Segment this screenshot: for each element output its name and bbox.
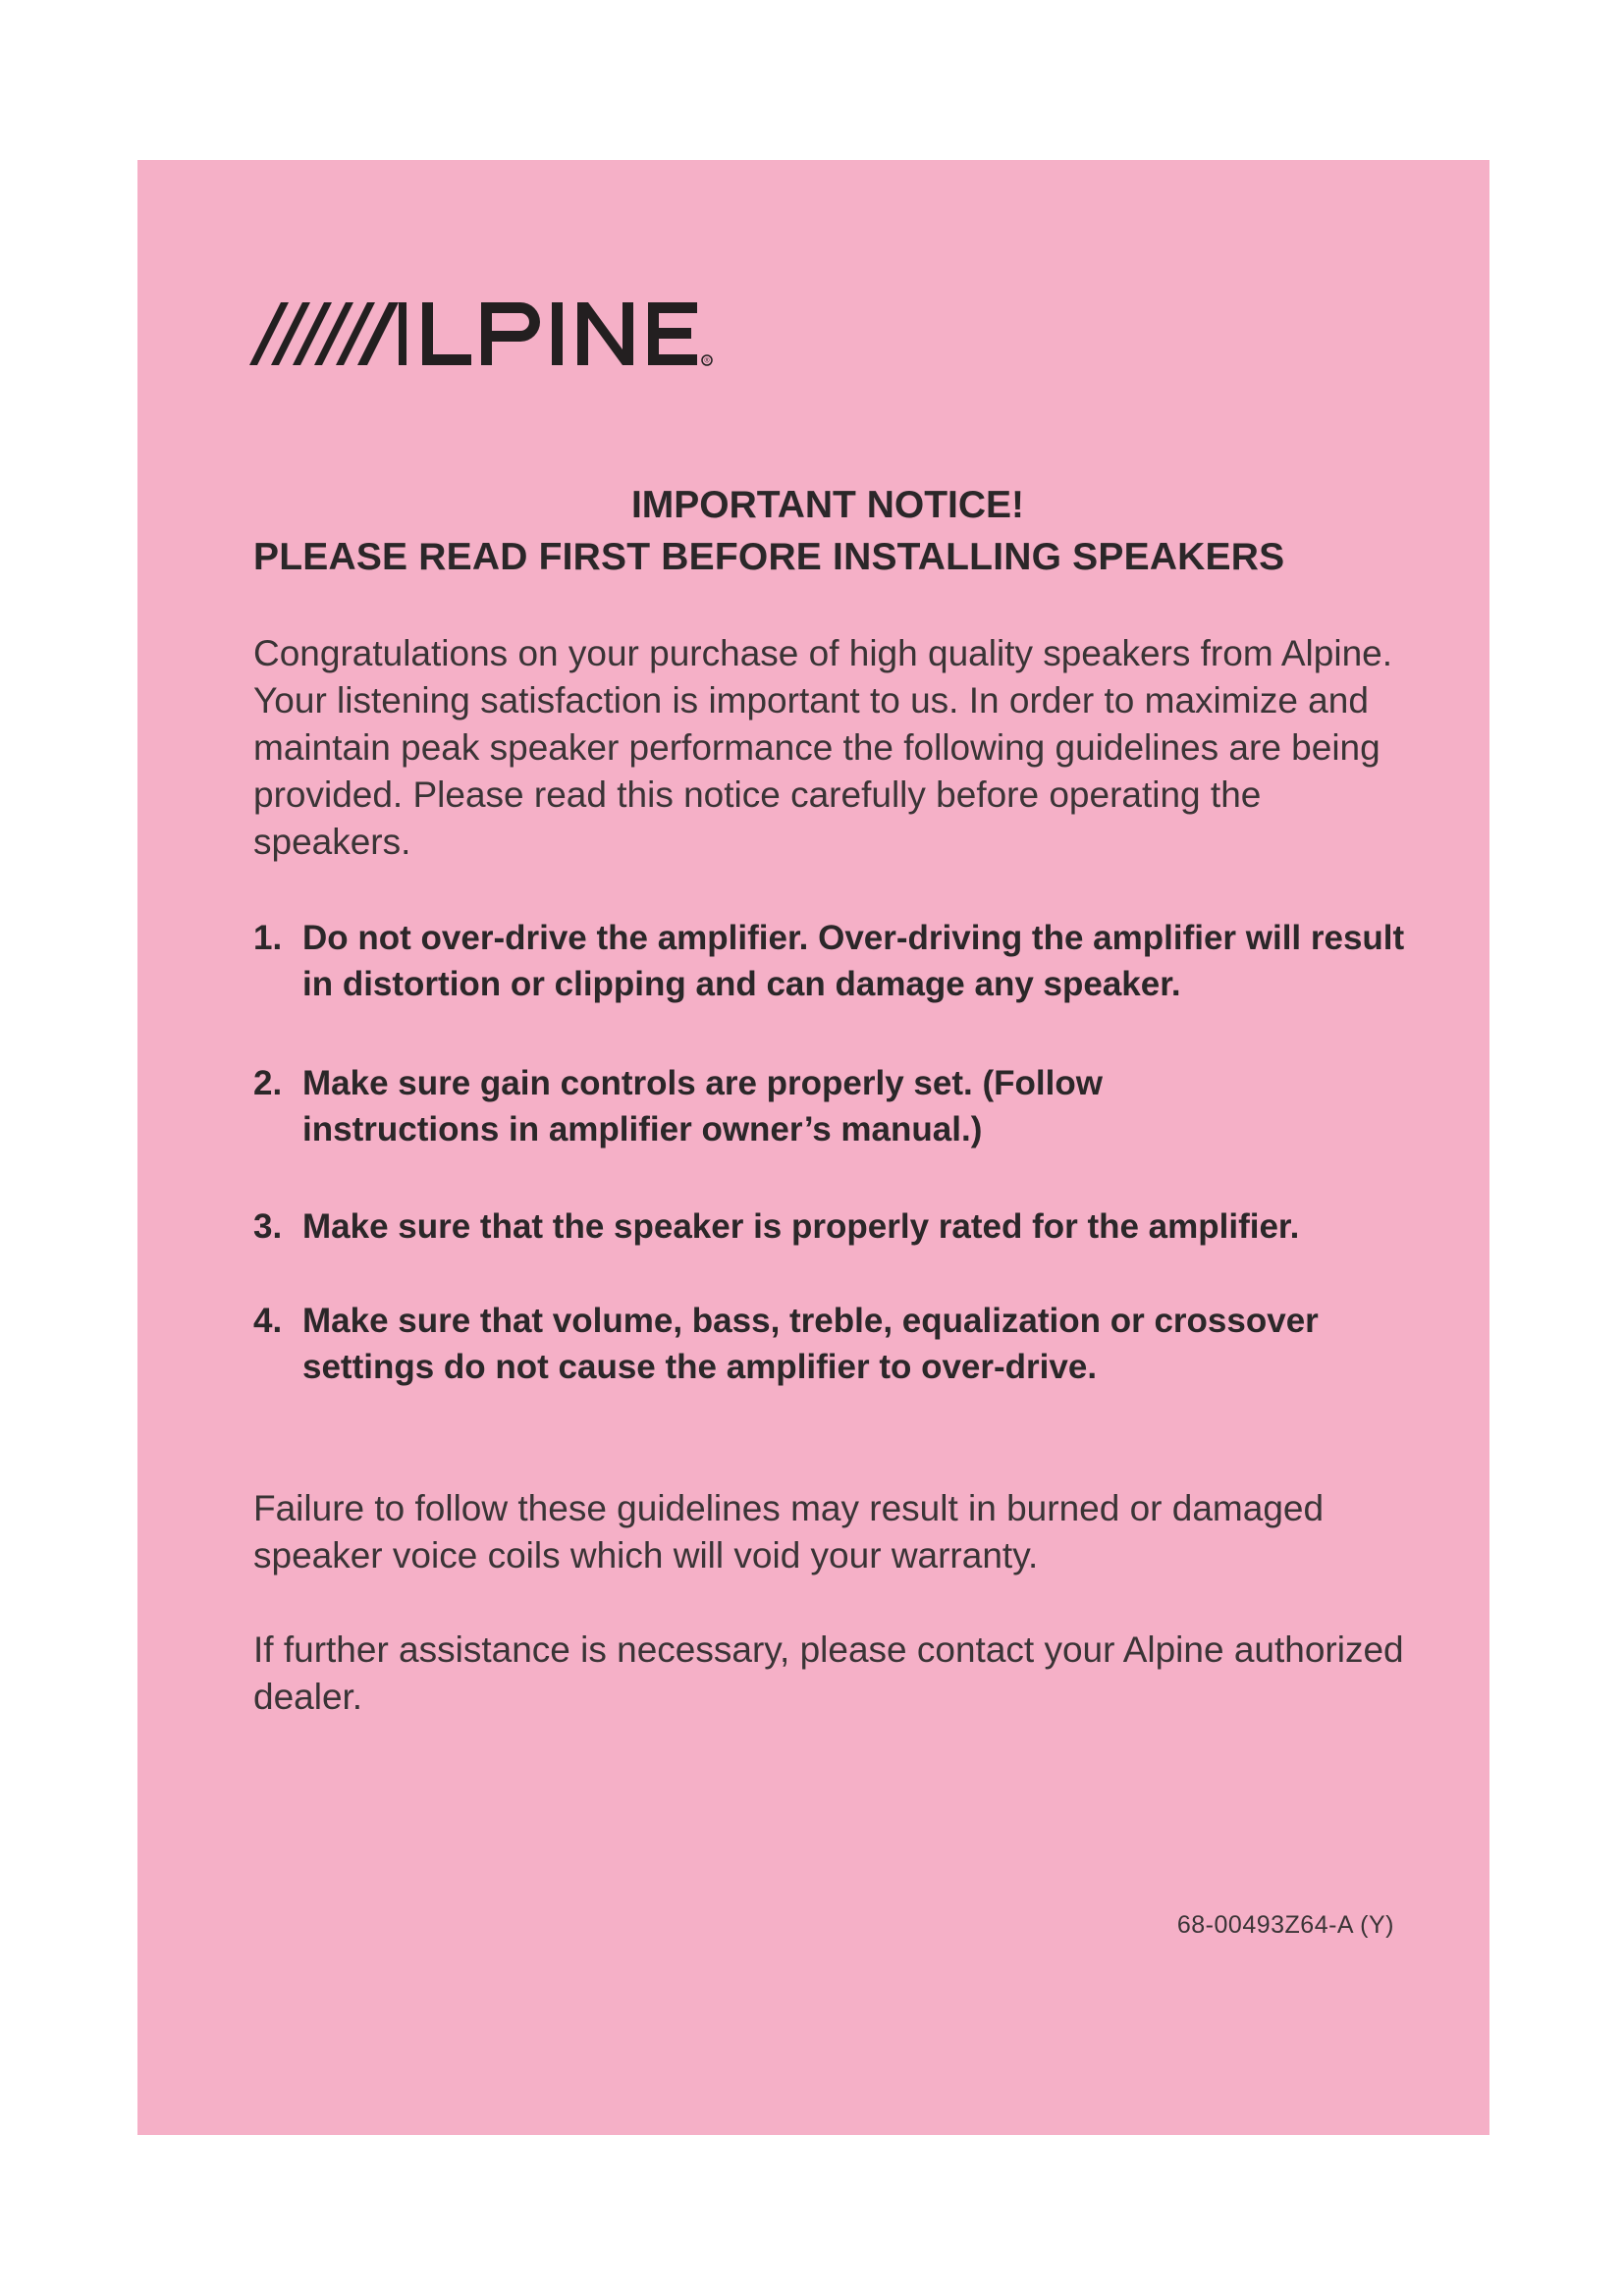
assistance-paragraph: If further assistance is necessary, please contact your Alpine authorized dealer. xyxy=(253,1629,1404,1717)
guideline-item xyxy=(253,1298,1412,1390)
guideline-item xyxy=(253,915,1412,1007)
guideline-text: Do not over-drive the amplifier. Over-driving the amplifier will result in distortion or clipping and can damage any speaker. xyxy=(302,919,1405,1003)
notice-subtitle: PLEASE READ FIRST BEFORE INSTALLING SPEAKERS xyxy=(253,536,1285,578)
registered-mark: ® xyxy=(704,357,710,365)
guideline-text: Make sure gain controls are properly set. (Follow instructions in amplifier owner’s manual.) xyxy=(302,1064,1103,1148)
notice-title: IMPORTANT NOTICE! xyxy=(630,484,1025,526)
intro-paragraph: Congratulations on your purchase of high quality speakers from Alpine. Your listening satisfaction is important to us. In order to maximize and maintain peak speaker performance the following guidelines are being provided. Please read this notice carefully before operating the speakers. xyxy=(253,633,1393,862)
warranty-warning-paragraph: Failure to follow these guidelines may result in burned or damaged speaker voice coils which will void your warranty. xyxy=(253,1488,1325,1575)
alpine-logo xyxy=(249,294,799,383)
document-code: 68-00493Z64-A (Y) xyxy=(1176,1911,1394,1939)
guideline-number: 4. xyxy=(253,1302,283,1340)
guideline-number: 2. xyxy=(253,1064,283,1102)
guideline-item xyxy=(253,1203,1412,1250)
guideline-number: 1. xyxy=(253,919,283,957)
guideline-number: 3. xyxy=(253,1207,283,1246)
guideline-text: Make sure that volume, bass, treble, equalization or crossover settings do not cause the amplifier to over-drive. xyxy=(302,1302,1319,1386)
guideline-text: Make sure that the speaker is properly rated for the amplifier. xyxy=(302,1207,1300,1246)
guideline-item xyxy=(253,1060,1412,1152)
